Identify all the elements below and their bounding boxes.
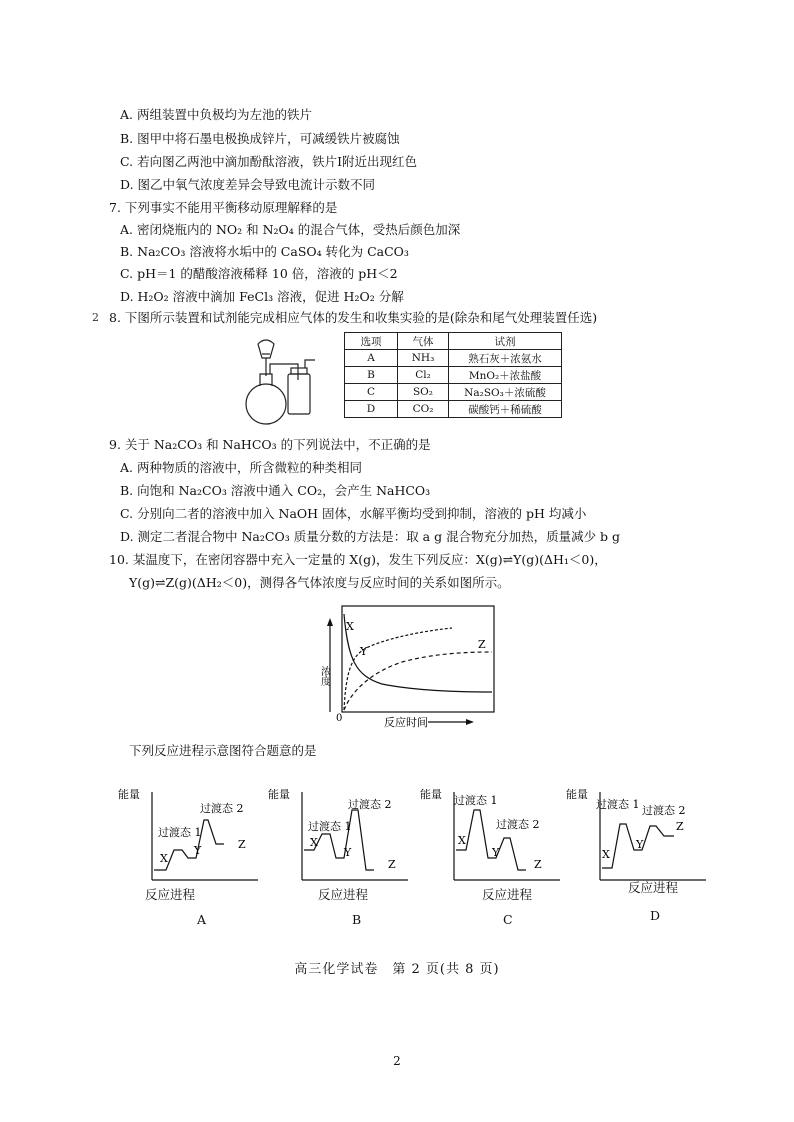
label-y: Y — [194, 844, 202, 857]
q8-options-table — [344, 332, 562, 418]
curve-y-upper — [344, 628, 452, 710]
option-d-energy-diagram — [566, 784, 716, 884]
q7-option-b: B. Na₂CO₃ 溶液将水垢中的 CaSO₄ 转化为 CaCO₃ — [120, 244, 409, 259]
graph-x-label: 反应时间 — [384, 716, 428, 729]
q10-concentration-graph — [318, 600, 508, 729]
label-x: X — [458, 834, 466, 847]
table-cell: B — [345, 367, 398, 384]
q7-option-d: D. H₂O₂ 溶液中滴加 FeCl₃ 溶液，促进 H₂O₂ 分解 — [120, 289, 404, 304]
ts2-label: 过渡态 2 — [642, 804, 686, 817]
page-number: 2 — [393, 1054, 401, 1068]
option-b-xlabel: 反应进程 — [318, 887, 369, 902]
ylabel: 能量 — [566, 788, 588, 801]
option-a-energy-diagram — [118, 784, 268, 884]
delivery-tube — [270, 364, 298, 380]
curve-label-x: X — [346, 620, 354, 633]
q10-stem-line1: 10. 某温度下，在密闭容器中充入一定量的 X(g)，发生下列反应：X(g)⇌Y(g)(ΔH₁＜0)， — [109, 552, 607, 567]
label-y: Y — [344, 846, 352, 859]
graph-frame — [342, 606, 494, 712]
table-cell: NH₃ — [398, 350, 449, 367]
option-b-letter: B — [352, 912, 362, 927]
ylabel: 能量 — [420, 788, 442, 801]
curve-label-y: Y — [360, 645, 368, 658]
funnel-bulb — [258, 340, 274, 358]
ts1-label: 过渡态 1 — [308, 820, 352, 833]
flask-body — [246, 384, 286, 424]
label-z: Z — [388, 858, 396, 871]
bottle-stopper — [291, 368, 307, 374]
q9-option-c: C. 分别向二者的溶液中加入 NaOH 固体，水解平衡均受到抑制，溶液的 pH 均减小 — [120, 506, 587, 521]
ts2-label: 过渡态 2 — [348, 798, 392, 811]
label-x: X — [602, 848, 610, 861]
option-c-energy-diagram — [420, 784, 570, 884]
table-cell: CO₂ — [398, 401, 449, 418]
table-row — [345, 350, 562, 367]
q9-option-b: B. 向饱和 Na₂CO₃ 溶液中通入 CO₂，会产生 NaHCO₃ — [120, 483, 431, 498]
q6-option-a: A. 两组装置中负极均为左池的铁片 — [120, 107, 312, 122]
x-axis-arrowhead — [466, 719, 474, 725]
table-row — [345, 401, 562, 418]
collecting-bottle — [288, 374, 310, 414]
label-z: Z — [676, 820, 684, 833]
table-cell: C — [345, 384, 398, 401]
q7-stem: 7. 下列事实不能用平衡移动原理解释的是 — [109, 200, 338, 215]
q9-stem: 9. 关于 Na₂CO₃ 和 NaHCO₃ 的下列说法中，不正确的是 — [109, 437, 431, 452]
table-cell: D — [345, 401, 398, 418]
page-footer: 高三化学试卷 第 2 页(共 8 页) — [294, 962, 500, 977]
table-cell: Cl₂ — [398, 367, 449, 384]
q8-apparatus-figure — [236, 336, 326, 428]
outlet-tube — [305, 360, 315, 368]
option-d-letter: D — [650, 908, 661, 923]
q10-stem-line2: Y(g)⇌Z(g)(ΔH₂＜0)，测得各气体浓度与反应时间的关系如图所示。 — [129, 575, 510, 590]
label-y: Y — [636, 838, 644, 851]
q9-option-a: A. 两种物质的溶液中，所含微粒的种类相同 — [120, 460, 362, 475]
option-c-letter: C — [503, 912, 513, 927]
q7-option-c: C. pH＝1 的醋酸溶液稀释 10 倍，溶液的 pH＜2 — [120, 266, 398, 281]
table-header-gas: 气体 — [398, 333, 449, 350]
y-axis-arrowhead — [327, 618, 333, 626]
ts1-label: 过渡态 1 — [158, 826, 202, 839]
ts2-label: 过渡态 2 — [496, 818, 540, 831]
q8-handwritten-mark: 2 — [92, 311, 99, 324]
label-z: Z — [534, 858, 542, 871]
table-cell: SO₂ — [398, 384, 449, 401]
graph-origin: 0 — [336, 713, 343, 724]
table-row — [345, 367, 562, 384]
label-z: Z — [238, 838, 246, 851]
label-x: X — [310, 836, 318, 849]
q7-option-a: A. 密闭烧瓶内的 NO₂ 和 N₂O₄ 的混合气体，受热后颜色加深 — [120, 222, 461, 237]
option-a-letter: A — [197, 912, 207, 927]
table-cell: 碳酸钙＋稀硫酸 — [449, 401, 562, 418]
label-x: X — [160, 852, 168, 865]
curve-z — [344, 652, 492, 710]
option-d-xlabel: 反应进程 — [628, 880, 679, 895]
ts1-label: 过渡态 1 — [454, 794, 498, 807]
q8-stem: 8. 下图所示装置和试剂能完成相应气体的发生和收集实验的是(除杂和尾气处理装置任选) — [109, 310, 598, 325]
q6-option-c: C. 若向图乙两池中滴加酚酞溶液，铁片Ⅰ附近出现红色 — [120, 154, 418, 169]
table-cell: 熟石灰＋浓氨水 — [449, 350, 562, 367]
ylabel: 能量 — [118, 788, 140, 801]
label-y: Y — [492, 846, 500, 859]
table-cell: Na₂SO₃＋浓硫酸 — [449, 384, 562, 401]
graph-y-label: 浓度 — [318, 666, 330, 686]
table-row — [345, 384, 562, 401]
table-header-reagent: 试剂 — [449, 333, 562, 350]
ylabel: 能量 — [268, 788, 290, 801]
ts2-label: 过渡态 2 — [200, 802, 244, 815]
q9-option-d: D. 测定二者混合物中 Na₂CO₃ 质量分数的方法是：取 a g 混合物充分加热，质量减少 b g — [120, 529, 621, 544]
option-a-xlabel: 反应进程 — [145, 887, 196, 902]
table-cell: MnO₂＋浓盐酸 — [449, 367, 562, 384]
ts1-label: 过渡态 1 — [596, 798, 640, 811]
option-c-xlabel: 反应进程 — [482, 887, 533, 902]
q6-option-b: B. 图甲中将石墨电极换成锌片，可减缓铁片被腐蚀 — [120, 131, 400, 146]
curve-label-z: Z — [478, 638, 486, 651]
table-header-option: 选项 — [345, 333, 398, 350]
table-cell: A — [345, 350, 398, 367]
option-b-energy-diagram — [268, 784, 418, 884]
q10-question: 下列反应进程示意图符合题意的是 — [129, 743, 317, 758]
q6-option-d: D. 图乙中氧气浓度差异会导致电流计示数不同 — [120, 177, 376, 192]
